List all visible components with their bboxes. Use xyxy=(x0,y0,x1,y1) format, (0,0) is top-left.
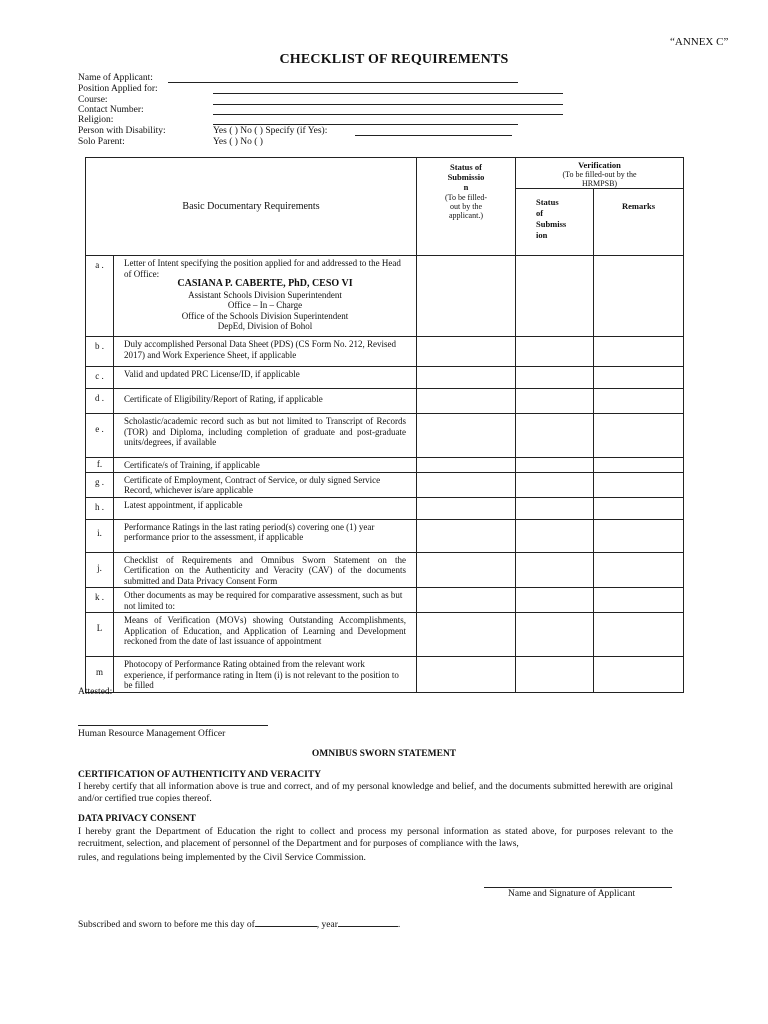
status-cell[interactable] xyxy=(417,588,516,613)
status-cell[interactable] xyxy=(417,472,516,497)
ver-status-cell[interactable] xyxy=(516,337,594,367)
status-cell[interactable] xyxy=(417,497,516,519)
hrmo-signature-line[interactable] xyxy=(78,725,268,726)
row-letter: m xyxy=(86,657,114,693)
head-of-office-line: Assistant Schools Division Superintendent xyxy=(188,289,342,300)
status-cell[interactable] xyxy=(417,367,516,389)
ver-status-cell[interactable] xyxy=(516,613,594,657)
ver-status-cell[interactable] xyxy=(516,472,594,497)
sworn-end: . xyxy=(397,920,401,930)
pwd-options[interactable]: Yes ( ) No ( ) Specify (if Yes): xyxy=(213,126,328,136)
pwd-specify-field[interactable] xyxy=(355,135,512,136)
requirement-text: Scholastic/academic record such as but not limited to Transcript of Records (TOR) and Diploma, including completion of graduate and post-graduate units/degrees, if available xyxy=(114,414,417,458)
basic-requirements-header: Basic Documentary Requirements xyxy=(86,158,417,256)
hrmo-label: Human Resource Management Officer xyxy=(78,729,226,739)
requirement-cell xyxy=(114,256,417,337)
pwd-label: Person with Disability: xyxy=(78,126,166,136)
verification-note: (To be filled-out by the HRMPSB) xyxy=(562,170,637,188)
head-of-office-name: CASIANA P. CABERTE, PhD, CESO VI xyxy=(177,278,353,289)
ver-status-cell[interactable] xyxy=(516,657,594,693)
contact-field[interactable] xyxy=(213,114,563,115)
remarks-cell[interactable] xyxy=(594,552,684,588)
data-privacy-text: I hereby grant the Department of Education the right to collect and process my personal information as stated above, for purposes relevant to the recruitment, selection, and placement of personnel of the Department and for purposes of compliance with the laws, xyxy=(78,827,673,849)
ver-status-cell[interactable] xyxy=(516,588,594,613)
annex-label: “ANNEX C” xyxy=(670,36,729,48)
contact-label: Contact Number: xyxy=(78,105,144,115)
status-cell[interactable] xyxy=(417,519,516,552)
data-privacy-heading: DATA PRIVACY CONSENT xyxy=(78,814,196,824)
row-letter: f. xyxy=(86,458,114,473)
table-row xyxy=(86,367,684,389)
remarks-cell[interactable] xyxy=(594,337,684,367)
certification-text: I hereby certify that all information above is true and correct, and of my personal knowledge and belief, and the documents submitted herewith are original and/or certified true copies thereof. xyxy=(78,782,673,804)
requirement-text: Certificate of Employment, Contract of Service, or duly signed Service Record, whichever is/are applicable xyxy=(114,472,417,497)
data-privacy-text-continued: rules, and regulations being implemented by the Civil Service Commission. xyxy=(78,853,366,863)
position-label: Position Applied for: xyxy=(78,84,158,94)
remarks-cell[interactable] xyxy=(594,414,684,458)
requirement-text: Letter of Intent specifying the position applied for and addressed to the Head of Office: xyxy=(124,258,401,279)
year-blank[interactable] xyxy=(338,918,398,927)
table-row xyxy=(86,613,684,657)
requirements-table xyxy=(85,157,684,693)
head-of-office-line: DepEd, Division of Bohol xyxy=(217,321,313,331)
status-cell[interactable] xyxy=(417,613,516,657)
sworn-text: Subscribed and sworn to before me this day of xyxy=(78,920,255,930)
ver-status-header-cell xyxy=(516,189,594,256)
table-row xyxy=(86,414,684,458)
row-letter: h . xyxy=(86,497,114,519)
table-row xyxy=(86,497,684,519)
verification-header: Verification xyxy=(578,160,621,170)
ver-status-cell[interactable] xyxy=(516,519,594,552)
ver-status-cell[interactable] xyxy=(516,367,594,389)
remarks-cell[interactable] xyxy=(594,389,684,414)
table-row xyxy=(86,458,684,473)
head-of-office-line: Office – In – Charge xyxy=(227,300,303,310)
remarks-cell[interactable] xyxy=(594,458,684,473)
religion-field[interactable] xyxy=(213,124,518,125)
applicant-signature-line[interactable] xyxy=(484,887,672,888)
row-letter: c . xyxy=(86,367,114,389)
table-row xyxy=(86,256,684,337)
table-row xyxy=(86,657,684,693)
remarks-cell[interactable] xyxy=(594,657,684,693)
day-blank[interactable] xyxy=(255,918,317,927)
requirement-text: Performance Ratings in the last rating period(s) covering one (1) year performance prior to the assessment, if applicable xyxy=(114,519,417,552)
status-cell[interactable] xyxy=(417,337,516,367)
status-header-cell xyxy=(417,158,516,256)
remarks-cell[interactable] xyxy=(594,519,684,552)
remarks-header-cell xyxy=(594,189,684,256)
ver-status-cell[interactable] xyxy=(516,497,594,519)
sworn-statement xyxy=(78,918,400,930)
remarks-cell[interactable] xyxy=(594,588,684,613)
verification-header-cell xyxy=(516,158,684,189)
row-letter: L xyxy=(86,613,114,657)
solo-options[interactable]: Yes ( ) No ( ) xyxy=(213,137,263,147)
name-field[interactable] xyxy=(168,82,518,83)
status-cell[interactable] xyxy=(417,458,516,473)
status-cell[interactable] xyxy=(417,657,516,693)
page-title: CHECKLIST OF REQUIREMENTS xyxy=(279,52,509,67)
requirement-text: Certificate of Eligibility/Report of Rating, if applicable xyxy=(114,389,417,414)
row-letter: d . xyxy=(86,389,114,414)
remarks-cell[interactable] xyxy=(594,472,684,497)
row-letter: a . xyxy=(86,256,114,337)
omnibus-heading: OMNIBUS SWORN STATEMENT xyxy=(311,749,457,759)
requirement-text: Other documents as may be required for comparative assessment, such as but not limited to: xyxy=(114,588,417,613)
solo-label: Solo Parent: xyxy=(78,137,125,147)
head-of-office-line: Office of the Schools Division Superintendent xyxy=(181,310,349,321)
requirement-text: Latest appointment, if applicable xyxy=(114,497,417,519)
remarks-cell[interactable] xyxy=(594,256,684,337)
status-cell[interactable] xyxy=(417,389,516,414)
table-row xyxy=(86,588,684,613)
remarks-cell[interactable] xyxy=(594,613,684,657)
table-row xyxy=(86,519,684,552)
ver-status-header: Status of Submiss ion xyxy=(536,197,567,240)
requirement-text: Photocopy of Performance Rating obtained from the relevant work experience, if performance rating in Item (i) is not relevant to the position to be filled xyxy=(114,657,417,693)
table-row xyxy=(86,389,684,414)
position-field[interactable] xyxy=(213,93,563,94)
course-field[interactable] xyxy=(213,104,563,105)
ver-status-cell[interactable] xyxy=(516,414,594,458)
status-cell[interactable] xyxy=(417,256,516,337)
religion-label: Religion: xyxy=(78,115,114,125)
ver-status-cell[interactable] xyxy=(516,458,594,473)
sworn-year-text: , year xyxy=(316,920,338,930)
table-row xyxy=(86,472,684,497)
remarks-cell[interactable] xyxy=(594,497,684,519)
requirement-text: Means of Verification (MOVs) showing Outstanding Accomplishments, Application of Education, and Application of Learning and Development reckoned from the date of last issuance of appointment xyxy=(114,613,417,657)
remarks-cell[interactable] xyxy=(594,367,684,389)
status-header: Status of Submissio n xyxy=(447,162,485,192)
ver-status-cell[interactable] xyxy=(516,552,594,588)
ver-status-cell[interactable] xyxy=(516,389,594,414)
ver-status-cell[interactable] xyxy=(516,256,594,337)
row-letter: i. xyxy=(86,519,114,552)
row-letter: b . xyxy=(86,337,114,367)
row-letter: e . xyxy=(86,414,114,458)
status-cell[interactable] xyxy=(417,552,516,588)
attested-label: Attested: xyxy=(78,687,113,697)
requirement-text: Certificate/s of Training, if applicable xyxy=(114,458,417,473)
row-letter: k . xyxy=(86,588,114,613)
row-letter: j. xyxy=(86,552,114,588)
table-row xyxy=(86,337,684,367)
requirement-text: Valid and updated PRC License/ID, if applicable xyxy=(114,367,417,389)
certification-heading: CERTIFICATION OF AUTHENTICITY AND VERACITY xyxy=(78,770,322,780)
table-row xyxy=(86,552,684,588)
remarks-header: Remarks xyxy=(621,201,656,211)
course-label: Course: xyxy=(78,95,108,105)
name-label: Name of Applicant: xyxy=(78,73,153,83)
status-note: (To be filled-out by the applicant.) xyxy=(444,193,488,220)
requirement-text: Duly accomplished Personal Data Sheet (PDS) (CS Form No. 212, Revised 2017) and Work Experience Sheet, if applicable xyxy=(114,337,417,367)
status-cell[interactable] xyxy=(417,414,516,458)
requirement-text: Checklist of Requirements and Omnibus Sworn Statement on the Certification on the Authenticity and Veracity (CAV) of the documents submitted and Data Privacy Consent Form xyxy=(114,552,417,588)
row-letter: g . xyxy=(86,472,114,497)
applicant-signature-label: Name and Signature of Applicant xyxy=(508,889,636,899)
